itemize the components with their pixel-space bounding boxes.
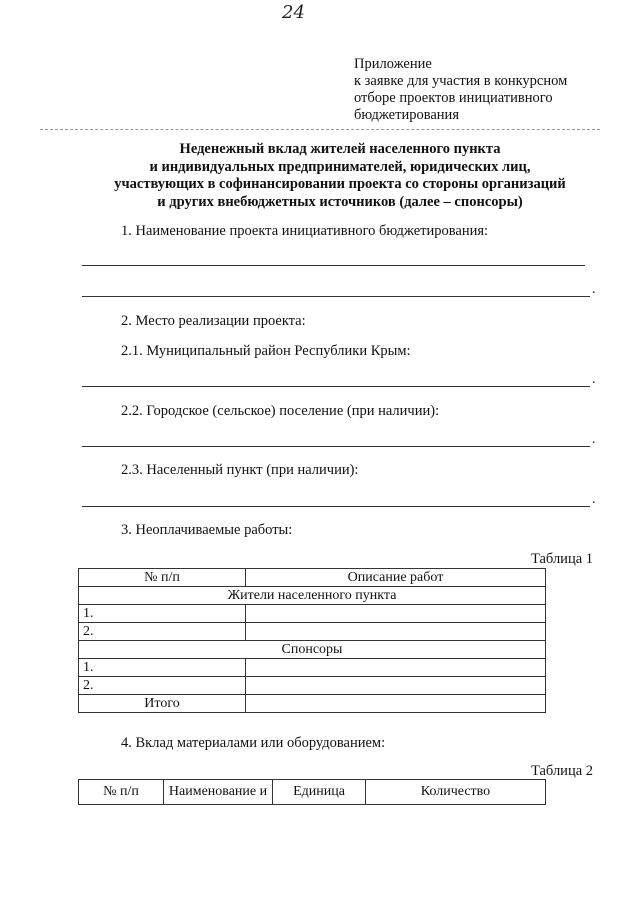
page-number: 24 xyxy=(282,2,305,23)
row-number: 1. xyxy=(79,659,246,677)
table-total-row xyxy=(79,695,546,713)
table-header-row xyxy=(79,780,546,805)
row-number: 1. xyxy=(79,605,246,623)
table-header-cell: Наименование и xyxy=(164,780,273,805)
work-description-cell[interactable] xyxy=(246,659,546,677)
table-group-row xyxy=(79,587,546,605)
table-1 xyxy=(78,568,546,713)
fill-line[interactable] xyxy=(82,446,590,447)
table-group-row xyxy=(79,641,546,659)
table-1-caption: Таблица 1 xyxy=(531,551,594,567)
title-line: Неденежный вклад жителей населенного пункта xyxy=(179,141,501,157)
section-2-2-label: 2.2. Городское (сельское) поселение (при наличии): xyxy=(121,403,440,419)
table-header-cell: Единица xyxy=(273,780,366,805)
title-line: и других внебюджетных источников (далее – спонсоры) xyxy=(157,193,523,210)
title-line: и индивидуальных предпринимателей, юридических лиц, xyxy=(149,158,531,175)
document-title xyxy=(80,141,600,211)
line-end-period: . xyxy=(592,372,596,387)
group-residents: Жители населенного пункта xyxy=(79,587,546,605)
appendix-line: Приложение xyxy=(354,56,432,72)
work-description-cell[interactable] xyxy=(246,605,546,623)
fill-line[interactable] xyxy=(82,386,590,387)
table-header-cell: Описание работ xyxy=(246,569,546,587)
title-line: участвующих в софинансировании проекта со стороны организаций xyxy=(114,176,566,192)
group-sponsors: Спонсоры xyxy=(79,641,546,659)
appendix-line: бюджетирования xyxy=(354,107,459,123)
section-2-1-label: 2.1. Муниципальный район Республики Крым: xyxy=(121,343,411,359)
section-2-label: 2. Место реализации проекта: xyxy=(121,313,306,329)
line-end-period: . xyxy=(592,282,596,297)
row-number: 2. xyxy=(79,677,246,695)
table-2 xyxy=(78,779,546,805)
table-row xyxy=(79,659,546,677)
fill-line[interactable] xyxy=(82,506,590,507)
row-number: 2. xyxy=(79,623,246,641)
section-2-3-label: 2.3. Населенный пункт (при наличии): xyxy=(121,462,359,478)
section-4-label: 4. Вклад материалами или оборудованием: xyxy=(121,735,386,751)
table-header-cell: № п/п xyxy=(79,569,246,587)
work-description-cell[interactable] xyxy=(246,677,546,695)
section-1-label: 1. Наименование проекта инициативного бюджетирования: xyxy=(121,223,489,239)
appendix-line: отборе проектов инициативного xyxy=(354,90,553,106)
appendix-line: к заявке для участия в конкурсном xyxy=(354,73,568,89)
total-label: Итого xyxy=(79,695,246,713)
table-header-cell: № п/п xyxy=(79,780,164,805)
table-2-caption: Таблица 2 xyxy=(531,763,594,779)
table-row xyxy=(79,623,546,641)
table-header-row xyxy=(79,569,546,587)
total-value-cell[interactable] xyxy=(246,695,546,713)
work-description-cell[interactable] xyxy=(246,623,546,641)
line-end-period: . xyxy=(592,492,596,507)
scan-artifact-line xyxy=(40,129,600,130)
section-3-label: 3. Неоплачиваемые работы: xyxy=(121,522,293,538)
table-header-cell: Количество xyxy=(366,780,546,805)
line-end-period: . xyxy=(592,432,596,447)
table-row xyxy=(79,677,546,695)
appendix-note xyxy=(354,56,567,124)
table-row xyxy=(79,605,546,623)
fill-line[interactable] xyxy=(82,265,585,266)
fill-line[interactable] xyxy=(82,296,590,297)
